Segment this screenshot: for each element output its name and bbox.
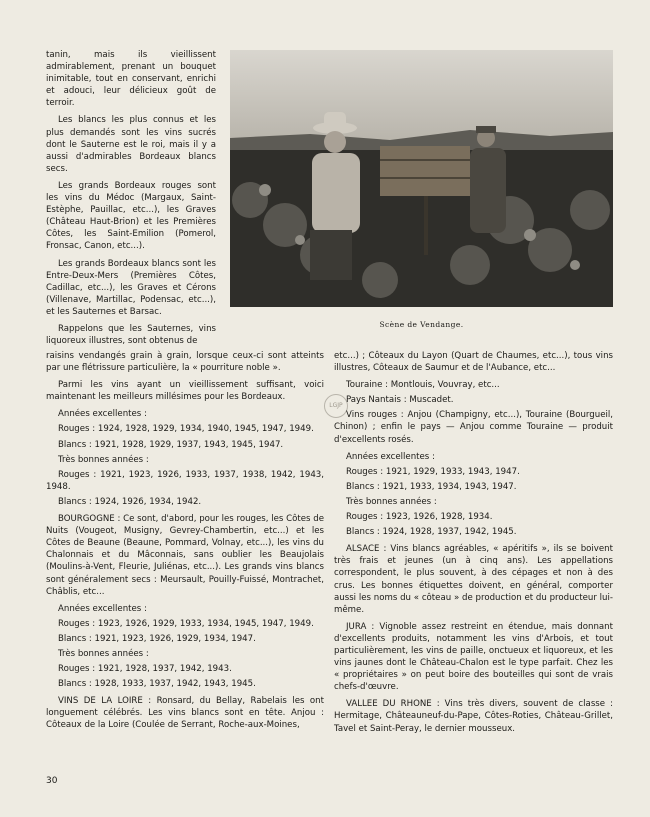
vintage-line: Blancs : 1921, 1933, 1934, 1943, 1947.	[346, 481, 517, 492]
paragraph: Rappelons que les Sauternes, vins liquoreux illustres, sont obtenus de	[46, 323, 216, 347]
vendange-photo	[230, 50, 613, 307]
vintage-line: Rouges : 1923, 1926, 1928, 1934.	[346, 512, 493, 523]
vintage-heading: Années excellentes :	[346, 451, 435, 462]
vintage-line: Rouges : 1924, 1928, 1929, 1934, 1940, 1945, 1947, 1949.	[58, 424, 314, 435]
vintage-line: Blancs : 1928, 1933, 1937, 1942, 1943, 1945.	[58, 679, 256, 690]
right-column	[334, 350, 613, 740]
vintage-heading: Années excellentes :	[58, 409, 147, 420]
paragraph: Les grands Bordeaux rouges sont les vins du Médoc (Margaux, Saint-Estèphe, Pauillac, etc...), les Graves (Château Haut-Brion) et les Premières Côtes, les Saint-Emilion (Pomerol, Fronsac, Canon, etc...).	[46, 180, 216, 252]
paragraph: etc...) ; Côteaux du Layon (Quart de Chaumes, etc...), tous vins illustres, Côteaux de Saumur et de l'Aubance, etc...	[334, 351, 613, 374]
paragraph: Touraine : Montlouis, Vouvray, etc...	[346, 380, 500, 391]
vintage-line: Blancs : 1921, 1923, 1926, 1929, 1934, 1947.	[58, 633, 256, 644]
paragraph: Pays Nantais : Muscadet.	[346, 395, 454, 406]
photo-caption: Scène de Vendange.	[379, 320, 464, 329]
paragraph-jura: JURA : Vignoble assez restreint en étendue, mais donnant d'excellents produits, notamment les vins d'Arbois, et tout particulièrement, les vins de paille, onctueux et liquoreux, et les vins jaunes dont le Château-Chalon est le type parfait. Chez les « propriétaires » on peut boire des bouteilles qui sont de vrais chefs-d'œuvre.	[334, 621, 613, 693]
paragraph: Les grands Bordeaux blancs sont les Entre-Deux-Mers (Premières Côtes, Cadillac, etc...), les Graves et Cérons (Villenave, Martillac, Podensac, etc...), et les Sauternes et Barsac.	[46, 258, 216, 317]
vendange-photo-illustration	[230, 50, 613, 307]
vintage-heading: Très bonnes années :	[58, 454, 149, 465]
paragraph-loire: VINS DE LA LOIRE : Ronsard, du Bellay, Rabelais les ont longuement célébrés. Les vins blancs sont en tête. Anjou : Côteaux de la Loire (Coulée de Serrant, Roche-aux-Moines,	[46, 696, 324, 731]
vintage-line: Blancs : 1921, 1928, 1929, 1937, 1943, 1945, 1947.	[58, 439, 284, 450]
paragraph: Parmi les vins ayant un vieillissement suffisant, voici maintenant les meilleurs millésimes pour les Bordeaux.	[46, 380, 324, 403]
vintage-heading: Très bonnes années :	[58, 648, 149, 659]
left-column	[46, 350, 324, 737]
vintage-line: Rouges : 1921, 1928, 1937, 1942, 1943.	[58, 664, 232, 675]
vintage-heading: Années excellentes :	[58, 603, 147, 614]
paragraph: Vins rouges : Anjou (Champigny, etc...), Touraine (Bourgueil, Chinon) ; enfin le pays — Anjou comme Touraine — produit d'excellents rosés.	[334, 410, 613, 445]
vintage-heading: Très bonnes années :	[346, 496, 437, 507]
paragraph-rhone: VALLEE DU RHONE : Vins très divers, souvent de classe : Hermitage, Châteauneuf-du-Pape, Côtes-Roties, Château-Grillet, Tavel et Saint-Peray, le dernier mousseux.	[334, 699, 613, 734]
vintage-line: Rouges : 1921, 1923, 1926, 1933, 1937, 1938, 1942, 1943, 1948.	[46, 469, 324, 492]
paragraph-alsace: ALSACE : Vins blancs agréables, « apéritifs », ils se boivent très frais et jeunes (un à cinq ans). Les appellations correspondent, le plus souvent, à des cépages et non à des crus. Les bonnes étiquettes doivent, en général, comporter aussi les noms du « côteau » de production et du producteur lui-même.	[334, 544, 613, 615]
paragraph: tanin, mais ils vieillissent admirablement, prenant un bouquet inimitable, tout en conservant, enrichi et adouci, leur délicieux goût de terroir.	[46, 50, 216, 109]
paragraph-bourgogne: BOURGOGNE : Ce sont, d'abord, pour les rouges, les Côtes de Nuits (Vougeot, Musigny, Gevrey-Chambertin, etc...) et les Côtes de Beaune (Beaune, Pommard, Volnay, etc...), les vins du Chalonnais et du Mâconnais, sans oublier les Beaujolais (Moulins-à-Vent, Fleurie, Juliénas, etc...). Les grands vins blancs sont généralement secs : Meursault, Pouilly-Fuissé, Montrachet, Châblis, etc...	[46, 514, 324, 597]
paragraph: raisins vendangés grain à grain, lorsque ceux-ci sont atteints par une flétrissure particulière, la « pourriture noble ».	[46, 351, 324, 374]
top-left-column	[46, 49, 216, 352]
vintage-line: Blancs : 1924, 1926, 1934, 1942.	[58, 496, 202, 507]
vintage-line: Blancs : 1924, 1928, 1937, 1942, 1945.	[346, 527, 517, 538]
paragraph: Les blancs les plus connus et les plus demandés sont les vins sucrés dont le Sauterne est le roi, mais il y a aussi d'admirables Bordeaux blancs secs.	[46, 115, 216, 174]
library-stamp: LGJP	[324, 394, 348, 418]
vintage-line: Rouges : 1921, 1929, 1933, 1943, 1947.	[346, 466, 520, 477]
vintage-line: Rouges : 1923, 1926, 1929, 1933, 1934, 1945, 1947, 1949.	[58, 618, 314, 629]
page-number: 30	[46, 776, 58, 786]
